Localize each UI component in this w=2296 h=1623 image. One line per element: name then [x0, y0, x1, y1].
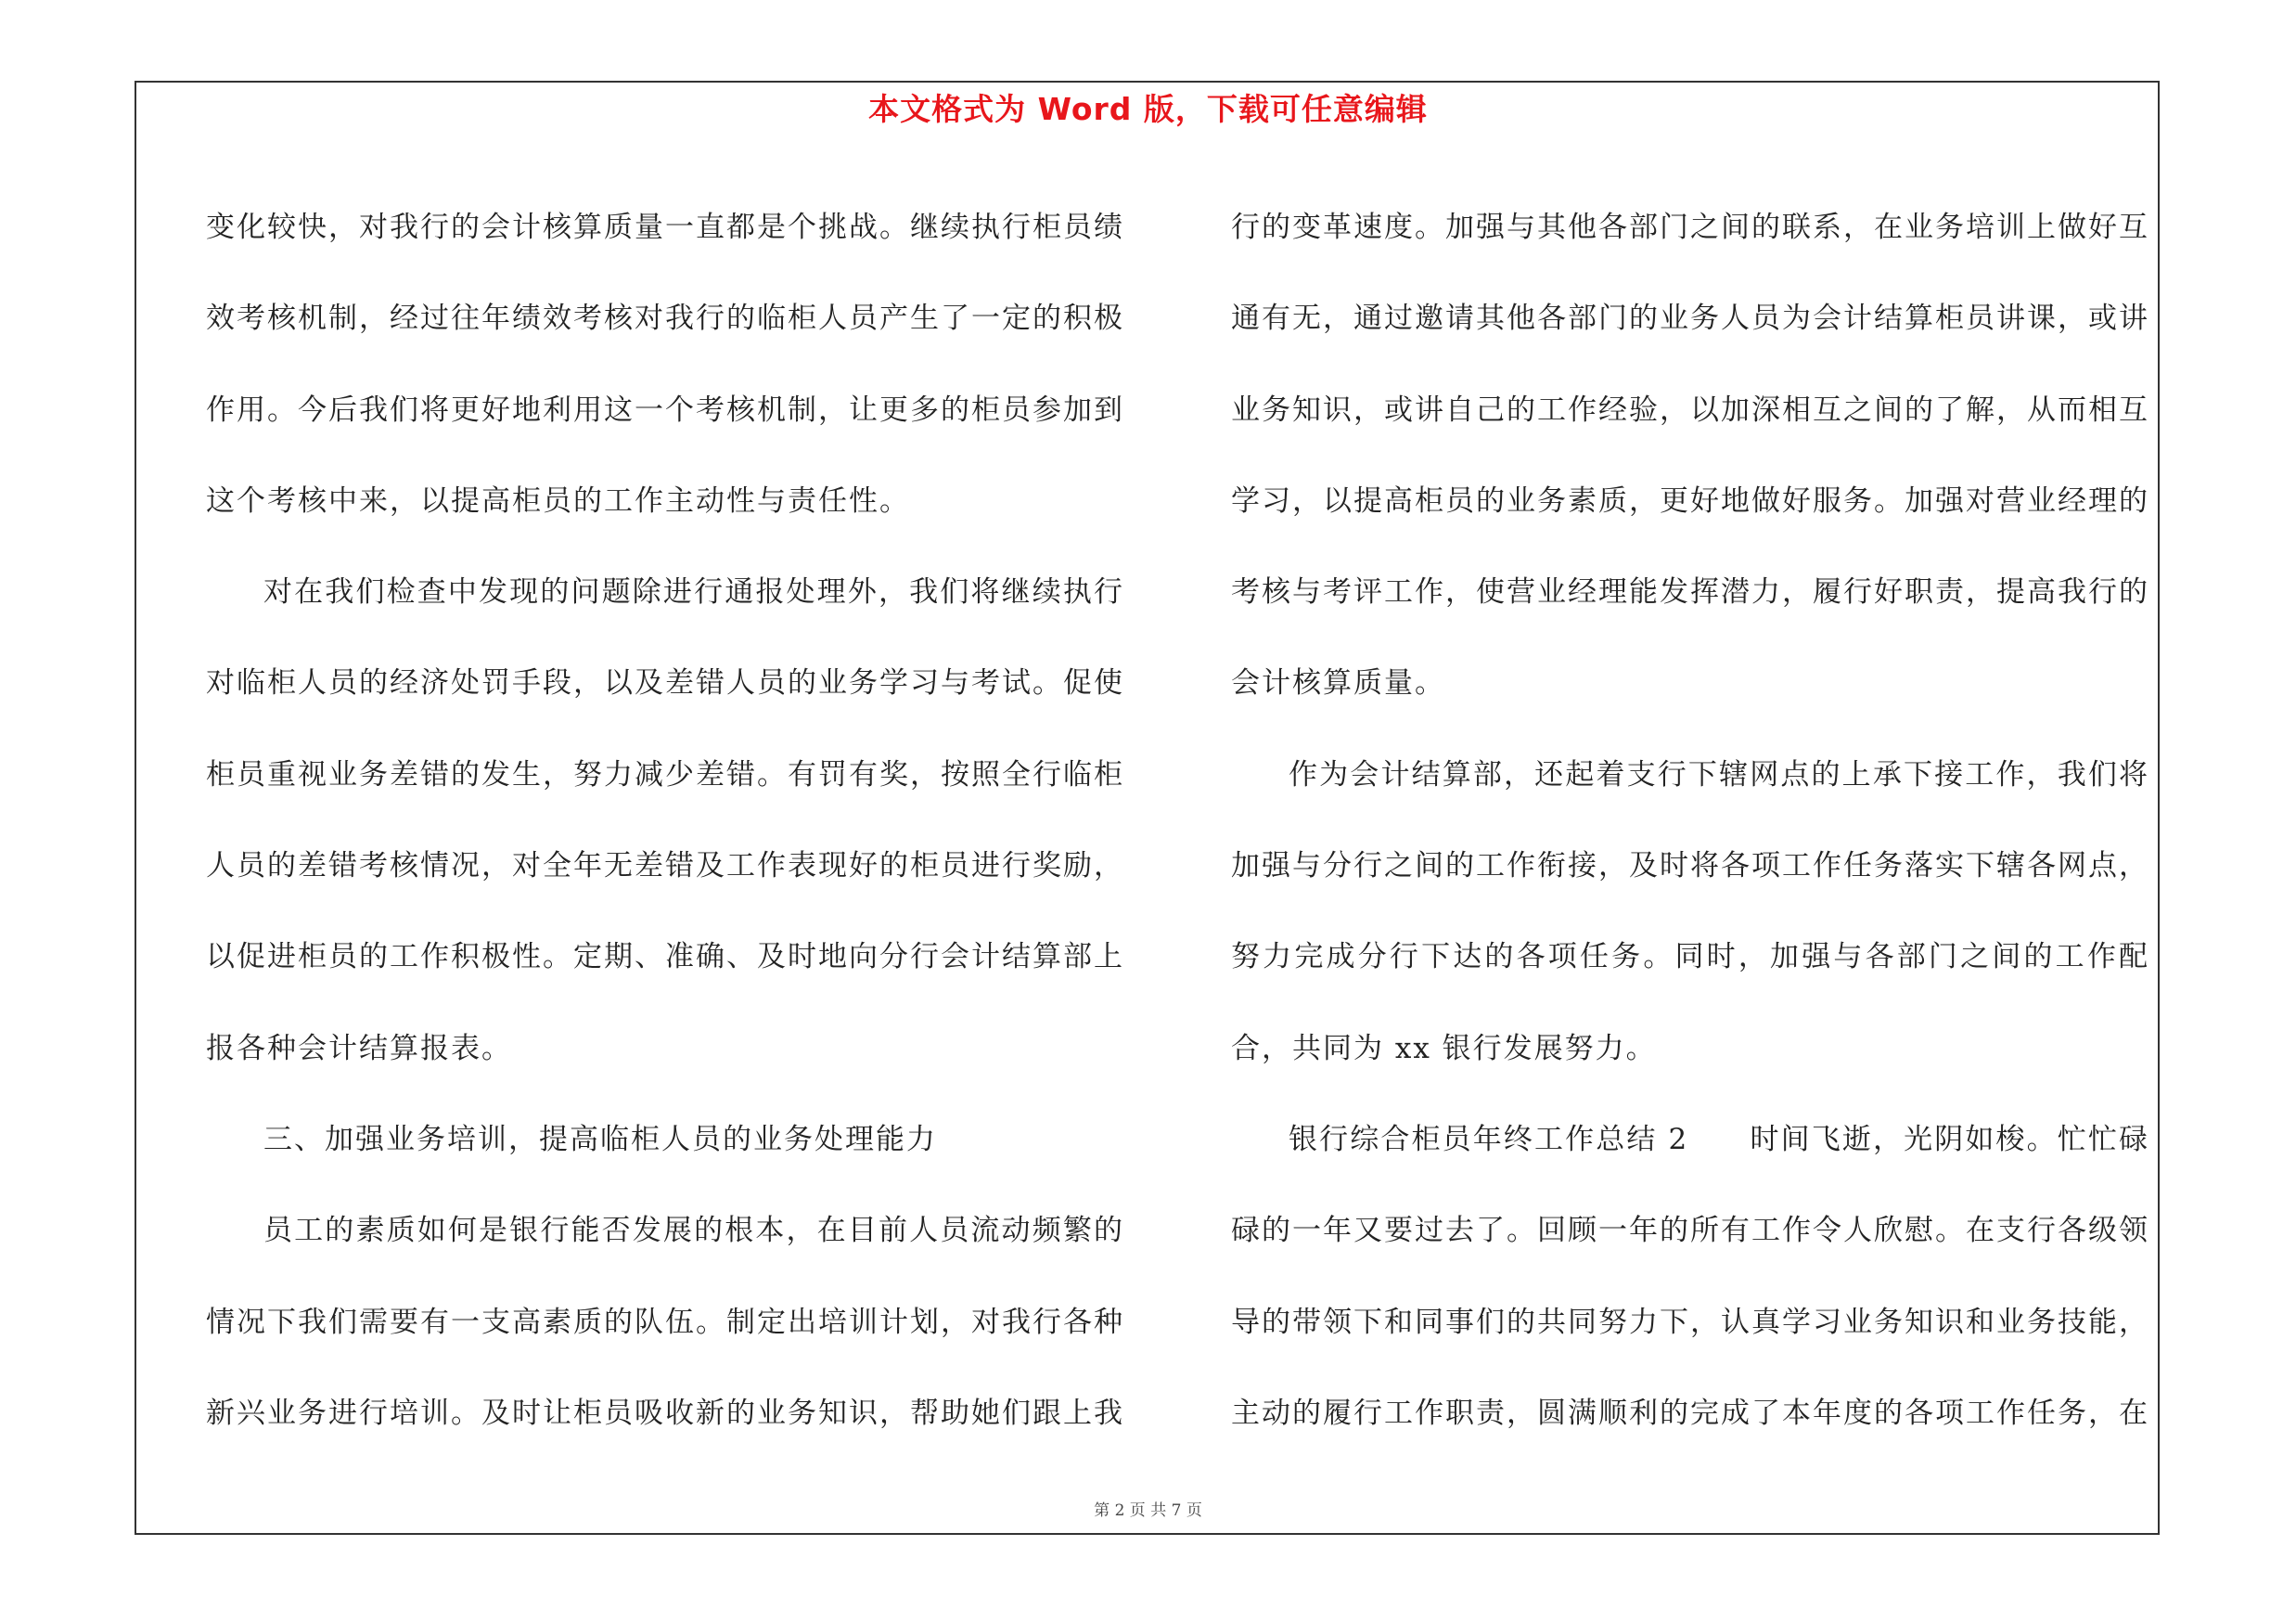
right-column [1231, 182, 2149, 1459]
paragraph: 银行综合柜员年终工作总结 2 时间飞逝，光阴如梭。忙忙碌碌的一年又要过去了。回顾一年的所有工作令人欣慰。在支行各级领导的带领下和同事们的共同努力下，认真学习业务知识和业务技能，主动的履行工作职责，圆满顺利的完成了本年度的各项工作任务，在 [1231, 1122, 2149, 1430]
paragraph: 作为会计结算部，还起着支行下辖网点的上承下接工作，我们将加强与分行之间的工作衔接，及时将各项工作任务落实下辖各网点，努力完成分行下达的各项任务。同时，加强与各部门之间的工作配合，共同为 xx 银行发展努力。 [1231, 757, 2149, 1065]
section-heading: 三、加强业务培训，提高临柜人员的业务处理能力 [263, 1122, 937, 1156]
paragraph: 员工的素质如何是银行能否发展的根本，在目前人员流动频繁的情况下我们需要有一支高素质的队伍。制定出培训计划，对我行各种新兴业务进行培训。及时让柜员吸收新的业务知识，帮助她们跟上我 [206, 1214, 1124, 1430]
paragraph: 行的变革速度。加强与其他各部门之间的联系，在业务培训上做好互通有无，通过邀请其他各部门的业务人员为会计结算柜员讲课，或讲业务知识，或讲自己的工作经验，以加深相互之间的了解，从而相互学习，以提高柜员的业务素质，更好地做好服务。加强对营业经理的考核与考评工作，使营业经理能发挥潜力，履行好职责，提高我行的会计核算质量。 [1231, 211, 2149, 701]
paragraph: 对在我们检查中发现的问题除进行通报处理外，我们将继续执行对临柜人员的经济处罚手段，以及差错人员的业务学习与考试。促使柜员重视业务差错的发生，努力减少差错。有罚有奖，按照全行临柜人员的差错考核情况，对全年无差错及工作表现好的柜员进行奖励，以促进柜员的工作积极性。定期、准确、及时地向分行会计结算部上报各种会计结算报表。 [206, 575, 1124, 1065]
left-column [206, 182, 1124, 1459]
page-number: 第 2 页 共 7 页 [1094, 1501, 1202, 1520]
paragraph: 变化较快，对我行的会计核算质量一直都是个挑战。继续执行柜员绩效考核机制，经过往年绩效考核对我行的临柜人员产生了一定的积极作用。今后我们将更好地利用这一个考核机制，让更多的柜员参加到这个考核中来，以提高柜员的工作主动性与责任性。 [206, 211, 1124, 518]
format-banner: 本文格式为 Word 版，下载可任意编辑 [868, 91, 1428, 127]
